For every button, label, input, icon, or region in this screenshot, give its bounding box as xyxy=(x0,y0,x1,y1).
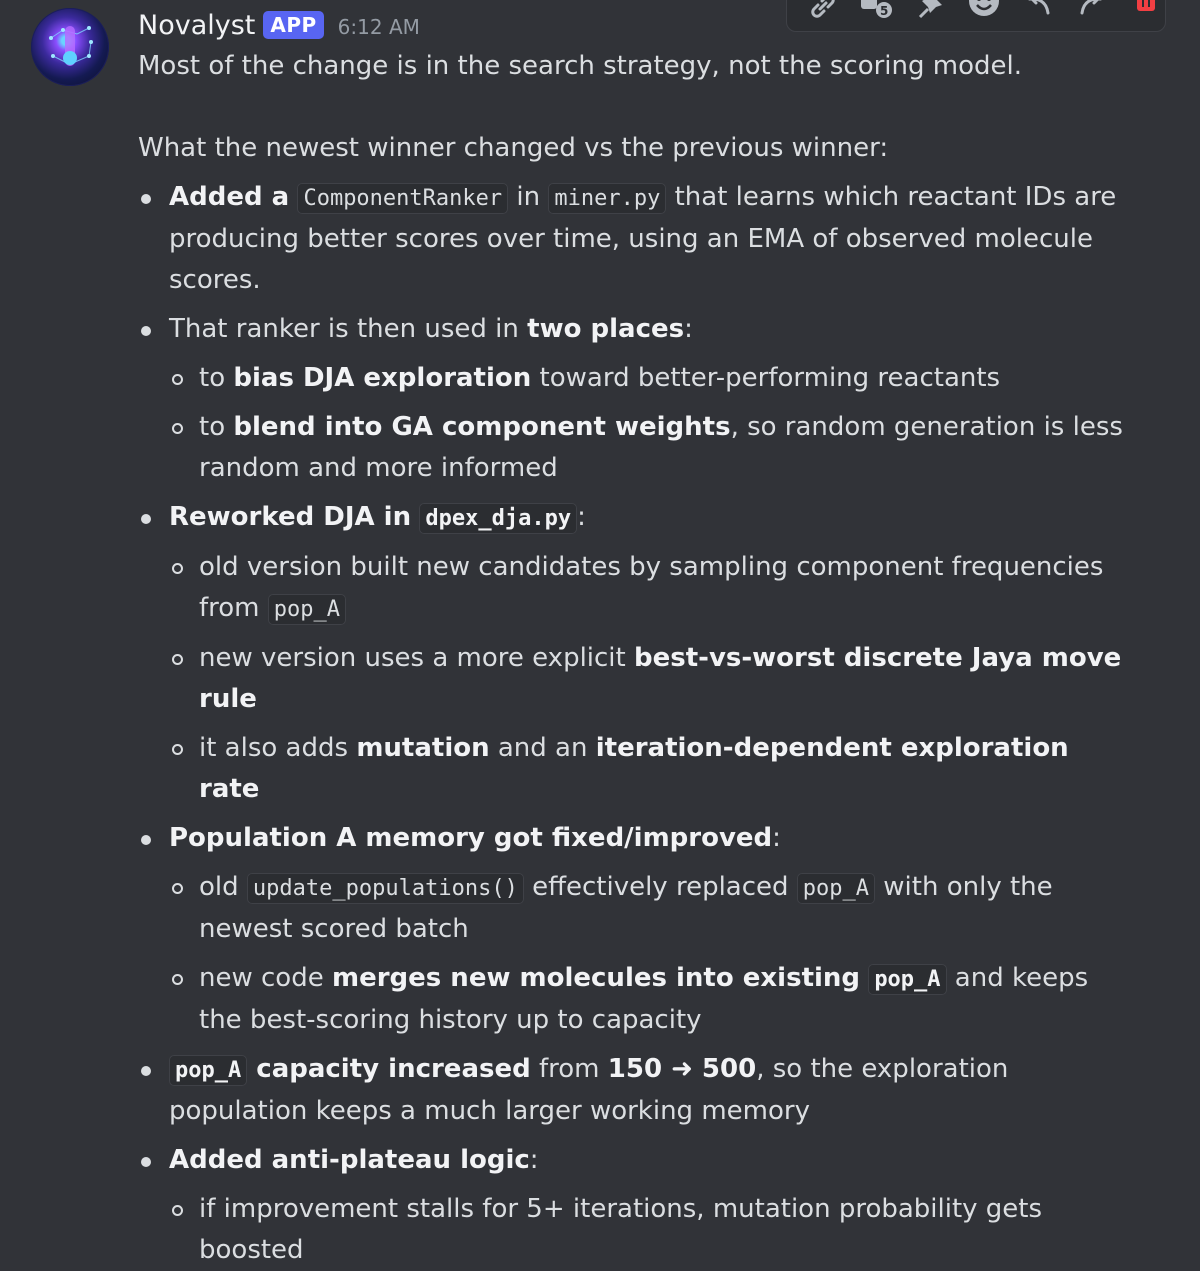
inline-code: update_populations() xyxy=(247,873,524,904)
bold-text: Reworked DJA in xyxy=(169,502,412,532)
list-item xyxy=(138,1140,1138,1271)
inline-code: dpex_dja.py xyxy=(419,503,577,534)
bold-text: capacity increased xyxy=(247,1054,531,1084)
message-content xyxy=(138,46,1138,1271)
inline-code: pop_A xyxy=(169,1055,247,1086)
inline-code: miner.py xyxy=(548,183,666,214)
text: effectively replaced xyxy=(523,872,797,902)
message-subintro: What the newest winner changed vs the previous winner: xyxy=(138,133,889,163)
bold-text: Added anti-plateau logic xyxy=(169,1145,530,1175)
text: old version built new candidates by sampling component frequencies from xyxy=(199,552,1104,623)
inline-code: ComponentRanker xyxy=(297,183,508,214)
list-item xyxy=(138,1049,1138,1132)
text: that learns which reactant IDs are producing better scores over time, using an EMA of observed molecule scores. xyxy=(169,182,1117,295)
inline-code: pop_A xyxy=(268,594,346,625)
sub-list xyxy=(169,1189,1138,1271)
message-intro: Most of the change is in the search strategy, not the scoring model. xyxy=(138,51,1022,81)
list-item xyxy=(138,497,1138,810)
text: toward better-performing reactants xyxy=(531,363,1001,393)
bold-text: blend into GA component weights xyxy=(233,412,731,442)
list-item xyxy=(138,309,1138,489)
sub-list-item xyxy=(169,867,1138,950)
text: : xyxy=(684,314,693,344)
text: old xyxy=(199,872,247,902)
text: it also adds xyxy=(199,733,357,763)
text: : xyxy=(577,502,586,532)
bold-text: iteration-dependent exploration rate xyxy=(199,733,1069,804)
text: with only the newest scored batch xyxy=(199,872,1053,944)
text: to xyxy=(199,363,234,393)
sub-list-item xyxy=(169,1189,1138,1271)
list-item xyxy=(138,177,1138,301)
reply-icon[interactable] xyxy=(1021,0,1055,19)
bold-text: best-vs-worst discrete Jaya move rule xyxy=(199,643,1122,714)
message-timestamp[interactable]: 6:12 AM xyxy=(337,15,420,39)
text: new code xyxy=(199,963,332,993)
sub-list xyxy=(169,547,1138,810)
sub-list-item xyxy=(169,958,1138,1041)
sub-list-item xyxy=(169,728,1138,810)
sub-list-item xyxy=(169,638,1138,720)
list-item xyxy=(138,818,1138,1041)
reply-thread-icon[interactable] xyxy=(859,0,893,19)
text: to xyxy=(199,412,234,442)
sub-list-item xyxy=(169,358,1138,399)
bold-text: Added a xyxy=(169,182,290,212)
app-badge: APP xyxy=(263,11,323,39)
bold-text: Population A memory got fixed/improved xyxy=(169,823,773,853)
emoji-icon[interactable] xyxy=(967,0,1001,19)
text: if improvement stalls for 5+ iterations, mutation probability gets boosted xyxy=(199,1194,1043,1265)
delete-icon[interactable] xyxy=(1129,0,1163,19)
inline-code: pop_A xyxy=(797,873,875,904)
text: and an xyxy=(489,733,596,763)
inline-code: pop_A xyxy=(868,964,946,995)
avatar[interactable] xyxy=(31,8,109,86)
bold-text: 150 ➜ 500 xyxy=(607,1054,757,1084)
pin-icon[interactable] xyxy=(913,0,947,19)
sub-list-item xyxy=(169,407,1138,489)
sub-list xyxy=(169,358,1138,489)
message-header xyxy=(138,8,420,42)
bold-text: two places xyxy=(527,314,685,344)
text: , so random generation is less random and more informed xyxy=(199,412,1123,483)
text: and keeps the best-scoring history up to capacity xyxy=(199,963,1089,1035)
bold-text: merges new molecules into existing xyxy=(331,963,861,993)
text: : xyxy=(772,823,781,853)
author-name[interactable]: Novalyst xyxy=(138,9,256,41)
sub-list xyxy=(169,867,1138,1041)
bullet-list xyxy=(138,177,1138,1271)
text: in xyxy=(508,182,549,212)
text: new version uses a more explicit xyxy=(199,643,634,673)
forward-icon[interactable] xyxy=(1075,0,1109,19)
text: That ranker is then used in xyxy=(169,314,528,344)
link-icon[interactable] xyxy=(805,0,839,19)
text: from xyxy=(530,1054,608,1084)
bold-text: mutation xyxy=(356,733,490,763)
avatar-art xyxy=(31,8,109,86)
sub-list-item xyxy=(169,547,1138,630)
message-actions-toolbar xyxy=(786,0,1166,32)
svg-text:5: 5 xyxy=(880,4,889,18)
text: , so the exploration population keeps a much larger working memory xyxy=(169,1054,1009,1126)
bold-text: bias DJA exploration xyxy=(233,363,532,393)
text: : xyxy=(529,1145,539,1175)
